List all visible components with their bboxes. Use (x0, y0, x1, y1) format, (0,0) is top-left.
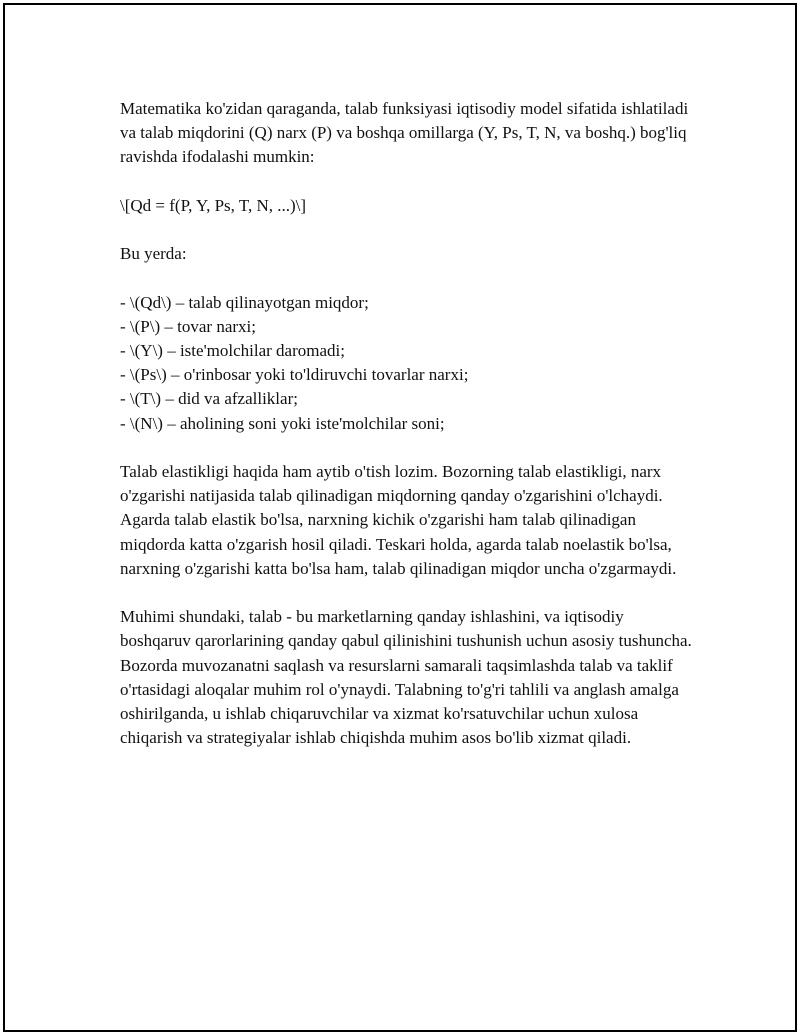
conclusion-paragraph: Muhimi shundaki, talab - bu marketlarning qanday ishlashini, va iqtisodiy boshqaruv qarorlarining qanday qabul qilinishini tushunish uchun asosiy tushuncha. Bozorda muvozanatni saqlash va resurslarni samarali taqsimlashda talab va taklif o'rtasidagi aloqalar muhim rol o'ynaydi. Talabning to'g'ri tahlili va anglash amalga oshirilganda, u ishlab chiqaruvchilar va xizmat ko'rsatuvchilar uchun xulosa chiqarish va strategiyalar ishlab chiqishda muhim asos bo'lib xizmat qiladi. (120, 607, 692, 748)
elasticity-paragraph: Talab elastikligi haqida ham aytib o'tish lozim. Bozorning talab elastikligi, narx o'zgarishi natijasida talab qilinadigan miqdorning qanday o'zgarishini o'lchaydi. Agarda talab elastik bo'lsa, narxning kichik o'zgarishi ham talab qilinadigan miqdorda katta o'zgarish hosil qiladi. Teskari holda, agarda talab noelastik bo'lsa, narxning o'zgarishi katta bo'lsa ham, talab qilinadigan miqdor uncha o'zgarmaydi. (120, 461, 677, 578)
list-item: - \(P\) – tovar narxi; (120, 316, 256, 336)
list-item: - \(Qd\) – talab qilinayotgan miqdor; (120, 292, 369, 312)
intro-paragraph: Matematika ko'zidan qaraganda, talab funksiyasi iqtisodiy model sifatida ishlatiladi va talab miqdorini (Q) narx (P) va boshqa omillarga (Y, Ps, T, N, va boshq.) bog'liq ravishda ifodalashi mumkin: (120, 99, 689, 167)
list-item: - \(T\) – did va afzalliklar; (120, 389, 298, 409)
list-item: - \(Ps\) – o'rinbosar yoki to'ldiruvchi tovarlar narxi; (120, 365, 469, 385)
document-body (120, 97, 695, 775)
formula-line: \[Qd = f(P, Y, Ps, T, N, ...)\] (120, 195, 307, 215)
here-label: Bu yerda: (120, 244, 187, 264)
list-item: - \(Y\) – iste'molchilar daromadi; (120, 340, 345, 360)
list-item: - \(N\) – aholining soni yoki iste'molchilar soni; (120, 413, 445, 433)
page-border (3, 3, 797, 1032)
variable-list (120, 291, 695, 436)
